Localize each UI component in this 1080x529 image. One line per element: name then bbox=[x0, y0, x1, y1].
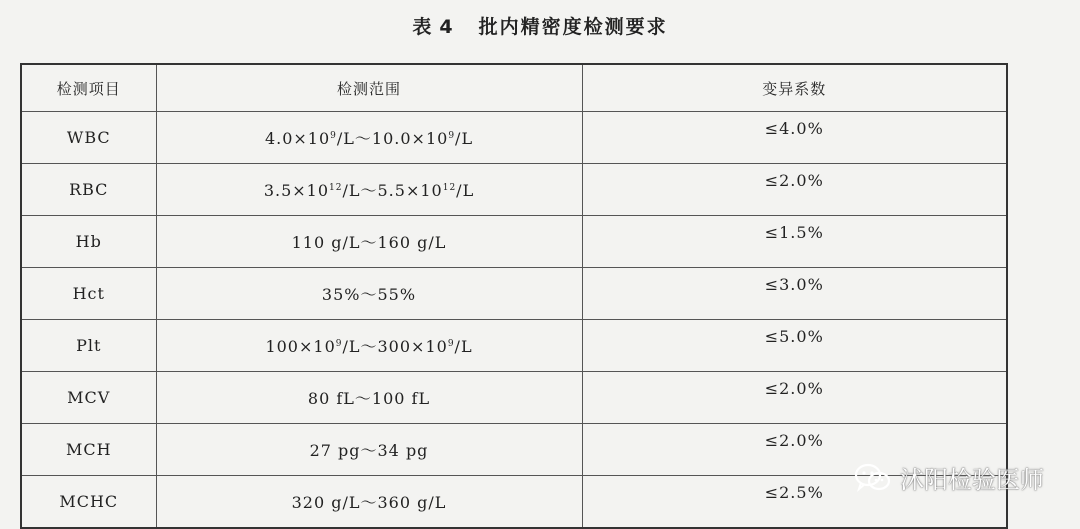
cell-range: 27 pg～34 pg bbox=[156, 424, 582, 476]
cell-item: Hb bbox=[21, 216, 156, 268]
cell-cv: ≤2.0% bbox=[582, 372, 1007, 424]
table-caption bbox=[0, 12, 1080, 39]
header-item: 检测项目 bbox=[21, 64, 156, 112]
table-row bbox=[21, 216, 1007, 268]
watermark-text: 沭阳检验医师 bbox=[900, 466, 1044, 494]
cell-range: 110 g/L～160 g/L bbox=[156, 216, 582, 268]
cell-item: MCH bbox=[21, 424, 156, 476]
cell-item: Hct bbox=[21, 268, 156, 320]
cell-range: $3.5\times 10^{12}/L\sim 5.5\times 10^{12}/L$ bbox=[156, 164, 582, 216]
cell-range: 320 g/L～360 g/L bbox=[156, 476, 582, 529]
caption-title: 批内精密度检测要求 bbox=[478, 16, 668, 38]
cell-cv: ≤2.0% bbox=[582, 164, 1007, 216]
table-row bbox=[21, 320, 1007, 372]
cell-range: $4.0\times 10^9/L\sim 10.0\times 10^9/L$ bbox=[156, 112, 582, 164]
caption-label: 表 bbox=[412, 16, 434, 38]
cell-cv: ≤5.0% bbox=[582, 320, 1007, 372]
wechat-logo-icon bbox=[854, 463, 892, 493]
cell-cv: ≤3.0% bbox=[582, 268, 1007, 320]
cell-range: 35%～55% bbox=[156, 268, 582, 320]
header-cv: 变异系数 bbox=[582, 64, 1007, 112]
cell-range: $100\times 10^9/L\sim 300\times 10^9/L$ bbox=[156, 320, 582, 372]
cell-range: 80 fL～100 fL bbox=[156, 372, 582, 424]
table-row bbox=[21, 372, 1007, 424]
header-range: 检测范围 bbox=[156, 64, 582, 112]
cell-cv: ≤4.0% bbox=[582, 112, 1007, 164]
caption-number: 4 bbox=[439, 16, 455, 38]
table-row bbox=[21, 112, 1007, 164]
cell-cv: ≤1.5% bbox=[582, 216, 1007, 268]
cell-cv: ≤2.5% bbox=[582, 476, 1007, 529]
table-header-row bbox=[21, 64, 1007, 112]
cell-item: MCV bbox=[21, 372, 156, 424]
table-row bbox=[21, 164, 1007, 216]
cell-item: MCHC bbox=[21, 476, 156, 529]
cell-cv: ≤2.0% bbox=[582, 424, 1007, 476]
cell-item: Plt bbox=[21, 320, 156, 372]
table-row bbox=[21, 268, 1007, 320]
watermark bbox=[854, 460, 1044, 495]
cell-item: RBC bbox=[21, 164, 156, 216]
cell-item: WBC bbox=[21, 112, 156, 164]
